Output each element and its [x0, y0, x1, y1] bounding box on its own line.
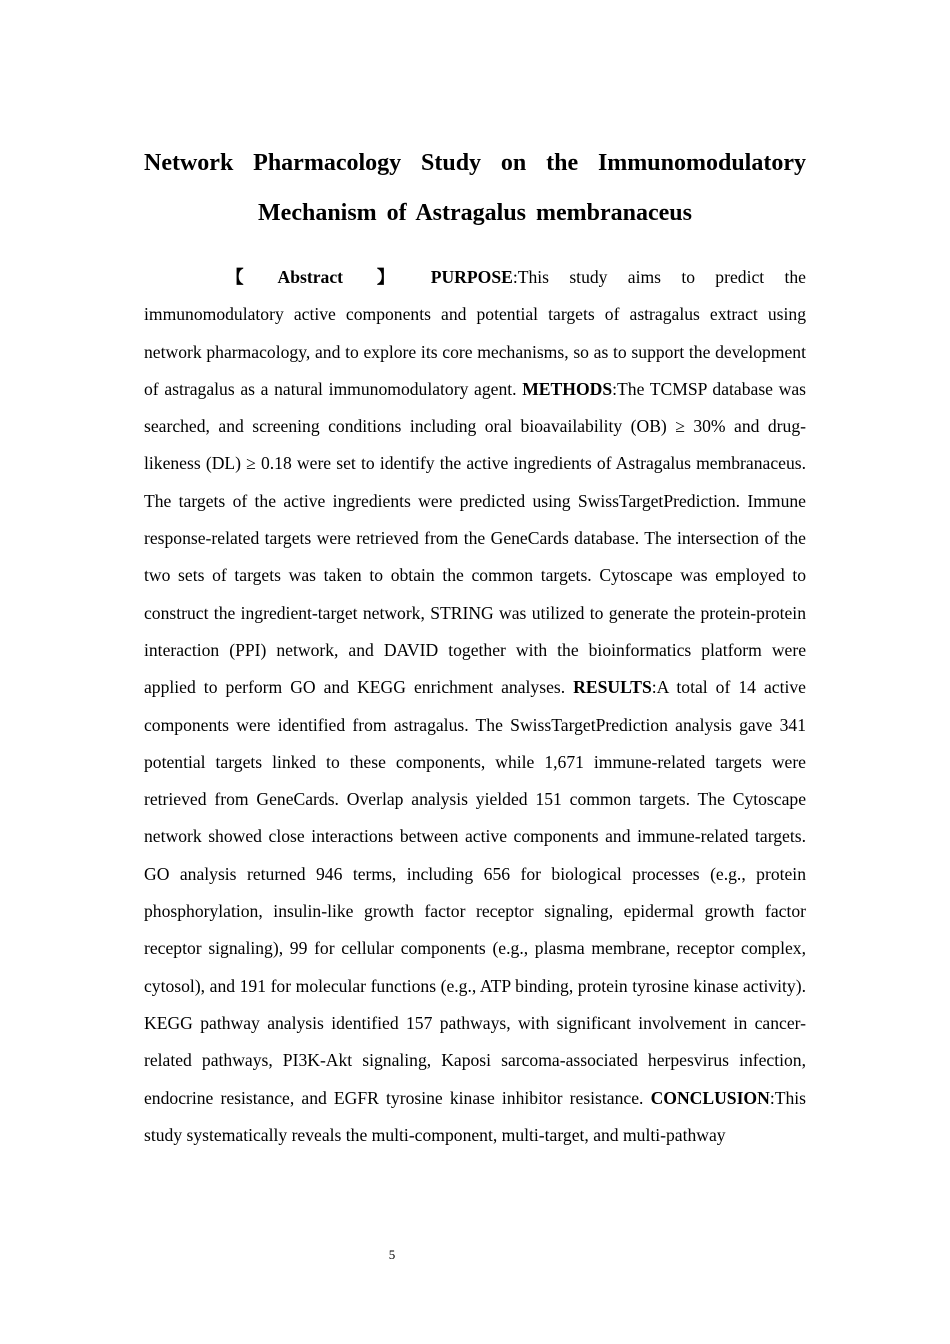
page-number: 5	[388, 1247, 396, 1262]
paper-title-line-2: Mechanism of Astragalus membranaceus	[258, 200, 692, 226]
abstract-open-bracket: 【	[226, 267, 260, 287]
abstract-close-bracket: 】	[361, 267, 411, 287]
paper-title-line-1: Network Pharmacology Study on the Immunomodulatory	[144, 150, 806, 176]
abstract-label: Abstract	[277, 267, 343, 287]
abstract-paragraph	[144, 259, 806, 1154]
purpose-label: PURPOSE	[430, 267, 513, 287]
conclusion-label: CONCLUSION	[650, 1087, 770, 1108]
purpose-text: :This study aims to predict the immunomodulatory active components and potential targets of astragalus extract using network pharmacology, and to explore its core mechanisms, so as to support the development of astragalus as a natural immunomodulatory agent.	[144, 267, 806, 399]
conclusion-text: :This study systematically reveals the multi-component, multi-target, and multi-pathway	[144, 1087, 806, 1145]
results-text: :A total of 14 active components were identified from astragalus. The SwissTargetPrediction analysis gave 341 potential targets linked to these components, while 1,671 immune-related targets were retrieved from GeneCards. Overlap analysis yielded 151 common targets. The Cytoscape network showed close interactions between active components and immune-related targets. GO analysis returned 946 terms, including 656 for biological processes (e.g., protein phosphorylation, insulin-like growth factor receptor signaling, epidermal growth factor receptor signaling), 99 for cellular components (e.g., plasma membrane, receptor complex, cytosol), and 191 for molecular functions (e.g., ATP binding, protein tyrosine kinase activity). KEGG pathway analysis identified 157 pathways, with significant involvement in cancer-related pathways, PI3K-Akt signaling, Kaposi sarcoma-associated herpesvirus infection, endocrine resistance, and EGFR tyrosine kinase inhibitor resistance.	[144, 677, 806, 1108]
results-label: RESULTS	[573, 677, 652, 698]
methods-text: :The TCMSP database was searched, and screening conditions including oral bioavailability (OB) ≥ 30% and drug-likeness (DL) ≥ 0.18 were set to identify the active ingredients of Astragalus membranaceus. The targets of the active ingredients were predicted using SwissTargetPrediction. Immune response-related targets were retrieved from the GeneCards database. The intersection of the two sets of targets was taken to obtain the common targets. Cytoscape was employed to construct the ingredient-target network, STRING was utilized to generate the protein-protein interaction (PPI) network, and DAVID together with the bioinformatics platform were applied to perform GO and KEGG enrichment analyses.	[144, 378, 807, 698]
methods-label: METHODS	[522, 378, 613, 399]
